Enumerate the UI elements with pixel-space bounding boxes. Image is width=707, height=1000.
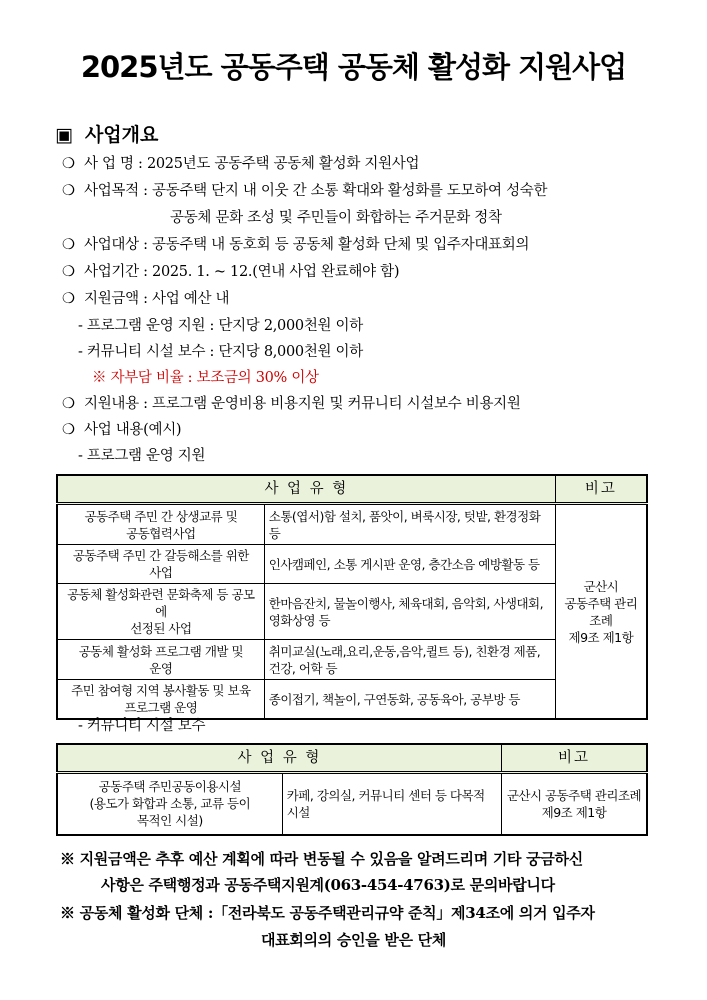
row-content: 취미교실(노래,요리,운동,음악,퀼트 등), 친환경 제품, 건강, 어학 등	[264, 640, 555, 680]
item-business-name: ❍ 사 업 명 : 2025년도 공동주택 공동체 활성화 지원사업	[62, 156, 420, 172]
circle-bullet-icon: ❍	[62, 156, 75, 172]
column-header-note: 비고	[501, 744, 647, 773]
item-amount-facility: - 커뮤니티 시설 보수 : 단지당 8,000천원 이하	[78, 344, 363, 360]
footer-note-amount-continued: 사항은 주택행정과 공동주택지원계(063-454-4763)로 문의바랍니다	[101, 876, 555, 894]
row-content: 종이접기, 책놀이, 구연동화, 공동육아, 공부방 등	[264, 680, 555, 720]
item-amount-program: - 프로그램 운영 지원 : 단지당 2,000천원 이하	[78, 318, 363, 334]
row-type: 주민 참여형 지역 봉사활동 및 보육 프로그램 운영	[57, 680, 264, 720]
row-content: 카페, 강의실, 커뮤니티 센터 등 다목적 시설	[282, 773, 501, 835]
row-note: 군산시 공동주택 관리조례 제9조 제1항	[501, 773, 647, 835]
table-row	[57, 504, 647, 545]
row-type: 공동체 활성화 프로그램 개발 및 운영	[57, 640, 264, 680]
table-row	[57, 773, 647, 835]
item-purpose: ❍ 사업목적 : 공동주택 단지 내 이웃 간 소통 확대와 활성화를 도모하여 성숙한	[62, 183, 548, 199]
item-examples: ❍ 사업 내용(예시)	[62, 422, 182, 438]
program-support-table	[56, 474, 648, 720]
table-header-row	[57, 744, 647, 773]
item-target: ❍ 사업대상 : 공동주택 내 동호회 등 공동체 활성화 단체 및 입주자대표회의	[62, 237, 530, 253]
column-header-type: 사 업 유 형	[57, 475, 555, 504]
circle-bullet-icon: ❍	[62, 396, 75, 412]
table-header-row	[57, 475, 647, 504]
program-support-subheading: - 프로그램 운영 지원	[78, 448, 206, 464]
row-note: 군산시 공동주택 관리조례 제9조 제1항	[555, 504, 647, 720]
item-period: ❍ 사업기간 : 2025. 1. ~ 12.(연내 사업 완료해야 함)	[62, 264, 400, 280]
section-heading	[55, 120, 158, 147]
row-type: 공동주택 주민 간 갈등해소를 위한 사업	[57, 545, 264, 584]
page-title: 2025년도 공동주택 공동체 활성화 지원사업	[80, 50, 627, 84]
facility-repair-table	[56, 743, 648, 836]
row-type: 공동주택 주민 간 상생교류 및 공동협력사업	[57, 504, 264, 545]
footer-note-organization: ※ 공동체 활성화 단체 :「전라북도 공동주택관리규약 준칙」제34조에 의거 입주자	[60, 904, 595, 922]
row-content: 한마음잔치, 물놀이행사, 체육대회, 음악회, 사생대회, 영화상영 등	[264, 584, 555, 640]
item-purpose-continued: 공동체 문화 조성 및 주민들이 화합하는 주거문화 정착	[170, 210, 502, 226]
row-type: 공동주택 주민공동이용시설 (용도가 화합과 소통, 교류 등이 목적인 시설)	[57, 773, 282, 835]
column-header-type: 사 업 유 형	[57, 744, 501, 773]
circle-bullet-icon: ❍	[62, 422, 75, 438]
self-burden-note: ※ 자부담 비율 : 보조금의 30% 이상	[92, 370, 319, 386]
row-content: 인사캠페인, 소통 게시판 운영, 층간소음 예방활동 등	[264, 545, 555, 584]
circle-bullet-icon: ❍	[62, 237, 75, 253]
circle-bullet-icon: ❍	[62, 291, 75, 307]
row-content: 소통(엽서)함 설치, 품앗이, 벼룩시장, 텃밭, 환경정화 등	[264, 504, 555, 545]
item-amount: ❍ 지원금액 : 사업 예산 내	[62, 291, 230, 307]
square-marker-icon: ▣	[55, 124, 73, 146]
facility-repair-subheading: - 커뮤니티 시설 보수	[78, 718, 206, 734]
footer-note-organization-continued: 대표회의의 승인을 받은 단체	[260, 931, 447, 949]
footer-note-amount: ※ 지원금액은 추후 예산 계획에 따라 변동될 수 있음을 알려드리며 기타 궁금하신	[60, 850, 583, 868]
section-heading-label: 사업개요	[84, 124, 159, 146]
row-type: 공동체 활성화관련 문화축제 등 공모에 선정된 사업	[57, 584, 264, 640]
column-header-note: 비고	[555, 475, 647, 504]
item-content: ❍ 지원내용 : 프로그램 운영비용 비용지원 및 커뮤니티 시설보수 비용지원	[62, 396, 521, 412]
circle-bullet-icon: ❍	[62, 264, 75, 280]
circle-bullet-icon: ❍	[62, 183, 75, 199]
